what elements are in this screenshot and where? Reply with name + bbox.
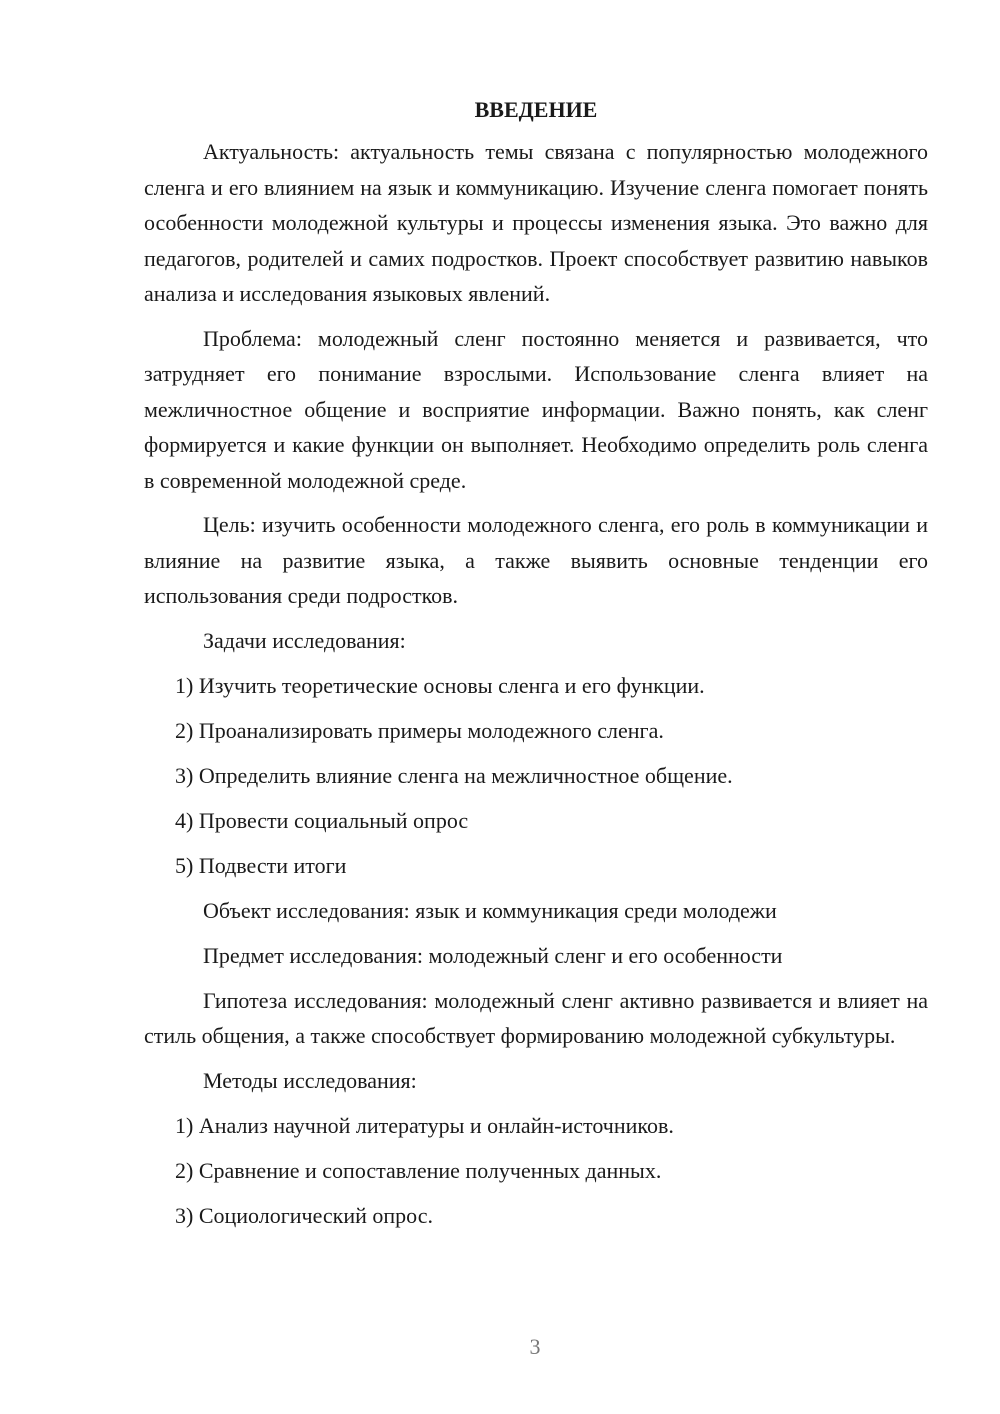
task-item: 5) Подвести итоги	[175, 852, 347, 878]
tasks-heading: Задачи исследования:	[203, 627, 406, 653]
problem-paragraph: Проблема: молодежный сленг постоянно меняется и развивается, что затрудняет его понимание взрослыми. Использование сленга влияет на межличностное общение и восприятие информации. Важно понять, как сленг формируется и какие функции он выполняет. Необходимо определить роль сленга в современной молодежной среде.	[144, 325, 928, 493]
research-object: Объект исследования: язык и коммуникация среди молодежи	[203, 897, 777, 923]
goal-paragraph: Цель: изучить особенности молодежного сленга, его роль в коммуникации и влияние на развитие языка, а также выявить основные тенденции его использования среди подростков.	[144, 512, 928, 608]
method-item: 1) Анализ научной литературы и онлайн-источников.	[175, 1112, 674, 1138]
section-title: ВВЕДЕНИЕ	[474, 97, 598, 122]
methods-heading: Методы исследования:	[203, 1067, 417, 1093]
page-number: 3	[529, 1334, 541, 1359]
task-item: 2) Проанализировать примеры молодежного сленга.	[175, 717, 664, 743]
method-item: 3) Социологический опрос.	[175, 1202, 433, 1228]
document-page	[144, 92, 928, 1243]
method-item: 2) Сравнение и сопоставление полученных данных.	[175, 1157, 662, 1183]
research-subject: Предмет исследования: молодежный сленг и его особенности	[203, 942, 783, 968]
task-item: 4) Провести социальный опрос	[175, 807, 469, 833]
hypothesis-paragraph: Гипотеза исследования: молодежный сленг активно развивается и влияет на стиль общения, а также способствует формированию молодежной субкультуры.	[144, 987, 928, 1048]
relevance-paragraph: Актуальность: актуальность темы связана с популярностью молодежного сленга и его влиянием на язык и коммуникацию. Изучение сленга помогает понять особенности молодежной культуры и процессы изменения языка. Это важно для педагогов, родителей и самих подростков. Проект способствует развитию навыков анализа и исследования языковых явлений.	[144, 139, 928, 306]
task-item: 1) Изучить теоретические основы сленга и его функции.	[175, 672, 705, 698]
task-item: 3) Определить влияние сленга на межличностное общение.	[175, 762, 733, 788]
